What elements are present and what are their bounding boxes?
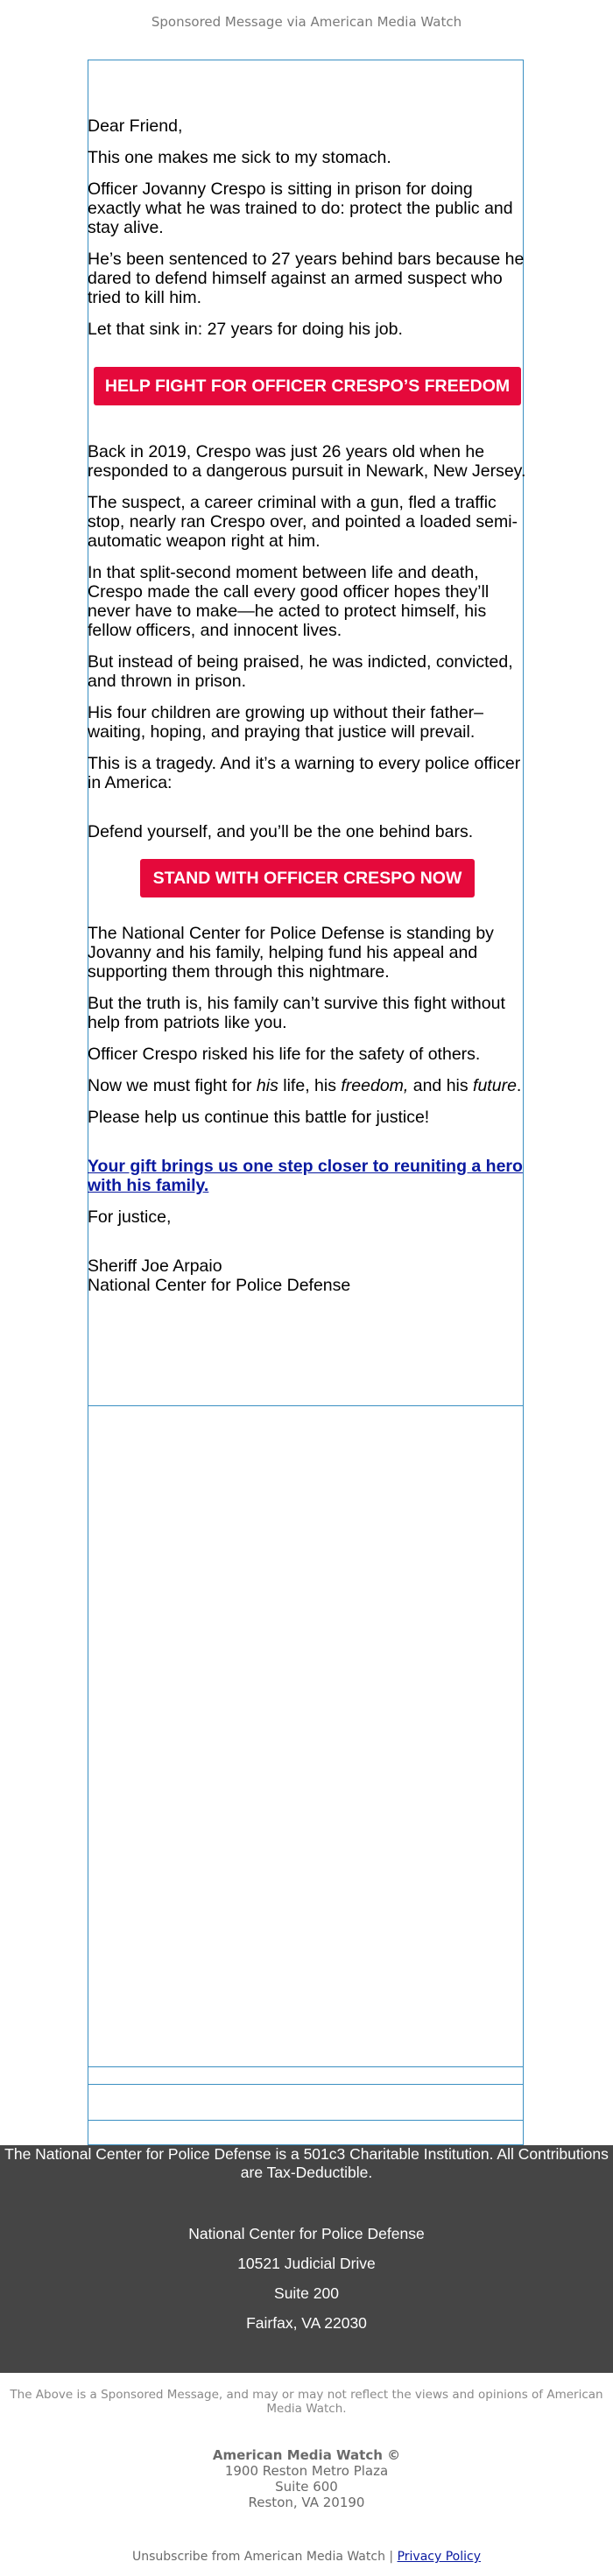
paragraph: Please help us continue this battle for justice!	[88, 1108, 430, 1127]
paragraph: He’s been sentenced to 27 years behind bars because he dared to defend himself against an armed suspect who tried to kill him.	[88, 250, 525, 307]
signature-name: Sheriff Joe Arpaio	[88, 1256, 222, 1276]
privacy-policy-link[interactable]: Privacy Policy	[397, 2550, 481, 2564]
signature	[88, 1256, 527, 1295]
paragraph: This is a tragedy. And it’s a warning to every police officer in America:	[88, 754, 521, 792]
stand-with-crespo-button[interactable]: STAND WITH OFFICER CRESPO NOW	[140, 859, 475, 897]
greeting: Dear Friend,	[88, 116, 183, 136]
paragraph: The National Center for Police Defense is standing by Jovanny and his family, helping fund his appeal and supporting them through this nightmare.	[88, 924, 494, 982]
empty-image-frame	[88, 1405, 524, 2067]
text-fragment: life, his	[278, 1076, 342, 1095]
emphasis-freedom: freedom,	[341, 1076, 409, 1095]
org-city: Fairfax, VA 22030	[246, 2314, 367, 2332]
organization-address	[0, 2224, 613, 2333]
paragraph: In that split-second moment between life and death, Crespo made the call every good officer hopes they’ll never have to make—he acted to protect himself, his fellow officers, and innocent lives.	[88, 563, 490, 640]
sponsored-message-header: Sponsored Message via American Media Watch	[151, 14, 462, 30]
organization-footer	[0, 2145, 613, 2373]
org-suite: Suite 200	[274, 2284, 339, 2302]
emphasis-his: his	[256, 1076, 278, 1095]
sponsor-street: 1900 Reston Metro Plaza	[224, 2463, 389, 2479]
org-name: National Center for Police Defense	[188, 2225, 425, 2242]
help-fight-freedom-button[interactable]: HELP FIGHT FOR OFFICER CRESPO’S FREEDOM	[94, 367, 521, 405]
paragraph: The suspect, a career criminal with a gun, fled a traffic stop, nearly ran Crespo over, and pointed a loaded semi-automatic weapon right at him.	[88, 493, 518, 551]
paragraph: Defend yourself, and you’ll be the one behind bars.	[88, 822, 474, 841]
unsubscribe-bar	[0, 2550, 613, 2564]
paragraph-emphasis	[88, 1076, 527, 1095]
org-street: 10521 Judicial Drive	[237, 2255, 376, 2272]
paragraph: But instead of being praised, he was indicted, convicted, and thrown in prison.	[88, 652, 513, 691]
text-fragment: Now we must fight for	[88, 1076, 257, 1095]
text-fragment: .	[516, 1076, 522, 1095]
sponsored-disclaimer: The Above is a Sponsored Message, and may or may not reflect the views and opinions of American Media Watch.	[10, 2388, 603, 2416]
sponsor-suite: Suite 600	[275, 2479, 338, 2495]
letter-body	[88, 116, 527, 1295]
paragraph: His four children are growing up without their father–waiting, hoping, and praying that justice will prevail.	[88, 703, 483, 742]
paragraph: Back in 2019, Crespo was just 26 years old when he responded to a dangerous pursuit in Newark, New Jersey.	[88, 442, 526, 481]
paragraph: But the truth is, his family can’t survive this fight without help from patriots like you.	[88, 994, 505, 1032]
sponsor-name: American Media Watch ©	[212, 2447, 401, 2463]
signature-org: National Center for Police Defense	[88, 1276, 351, 1295]
paragraph: Officer Jovanny Crespo is sitting in prison for doing exactly what he was trained to do: protect the public and stay alive.	[88, 179, 513, 237]
paragraph: This one makes me sick to my stomach.	[88, 148, 391, 167]
sponsor-city: Reston, VA 20190	[248, 2495, 365, 2510]
tax-deductible-notice: The National Center for Police Defense is a 501c3 Charitable Institution. All Contributions are Tax-Deductible.	[4, 2145, 609, 2181]
empty-spacer-frame	[88, 2084, 524, 2121]
sponsor-address	[0, 2447, 613, 2510]
unsubscribe-text[interactable]: Unsubscribe from American Media Watch	[132, 2550, 385, 2564]
gift-cta-link[interactable]: Your gift brings us one step closer to reuniting a hero with his family.	[88, 1157, 523, 1195]
emphasis-future: future	[473, 1076, 517, 1095]
closing: For justice,	[88, 1207, 172, 1227]
paragraph: Let that sink in: 27 years for doing his job.	[88, 320, 403, 339]
paragraph: Officer Crespo risked his life for the safety of others.	[88, 1045, 481, 1064]
separator: |	[384, 2550, 398, 2564]
text-fragment: and his	[408, 1076, 474, 1095]
